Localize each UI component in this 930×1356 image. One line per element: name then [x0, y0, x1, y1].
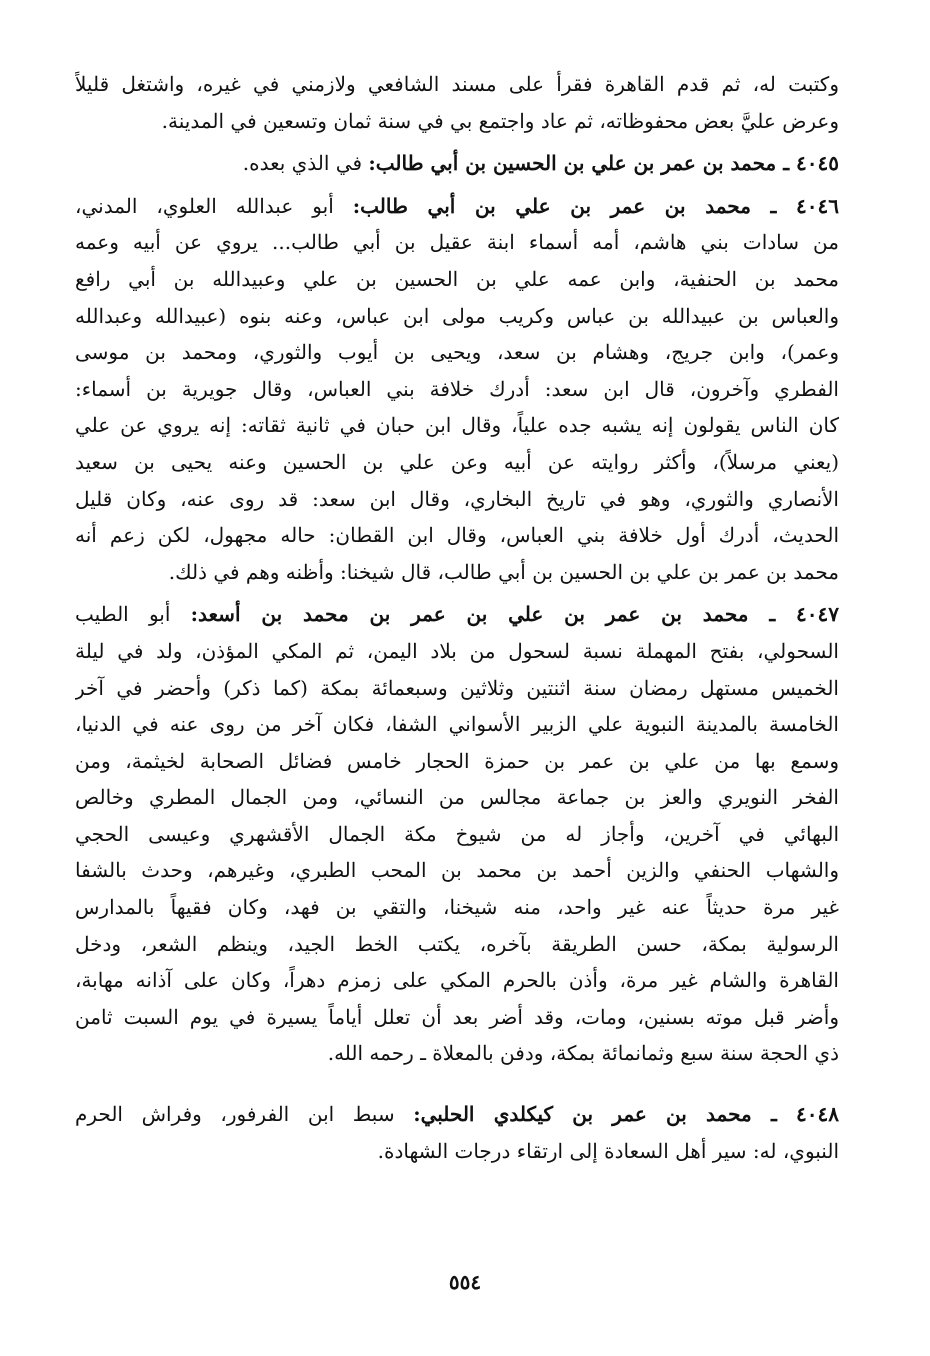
entry-line: القاهرة والشام غير مرة، وأذن بالحرم المكي على زمزم دهراً، وكان على آذانه مهابة،: [75, 968, 839, 993]
entry-text: أبو عبدالله العلوي، المدني،: [75, 193, 353, 218]
entry-line: من سادات بني هاشم، أمه أسماء ابنة عقيل بن أبي طالب... يروي عن أبيه وعمه: [75, 230, 839, 255]
entry-line: غير مرة حديثاً عنه غير واحد، منه شيخنا، والتقي بن فهد، وكان فقيهاً بالمدارس: [75, 895, 839, 920]
intro-line: وكتبت له، ثم قدم القاهرة فقرأ على مسند الشافعي ولازمني في غيره، واشتغل قليلاً: [75, 72, 839, 96]
entry-first-line: [75, 1096, 839, 1133]
entry-line: الفطري وآخرون، قال ابن سعد: أدرك خلافة بني العباس، وقال جويرية بن أسماء:: [75, 376, 839, 401]
entry-line: الحديث، أدرك أول خلافة بني العباس، وقال ابن القطان: حاله مجهول، لكن زعم أنه: [75, 523, 839, 548]
entry-line: الفخر النويري والعز بن جماعة مجالس من النسائي، ومن الجمال المطري وخالص: [75, 785, 839, 810]
entry-line: وأضر قبل موته بسنين، ومات، وقد أضر بعد أن تعلل أياماً يسيرة في يوم السبت ثامن: [75, 1004, 839, 1029]
entry-heading: ٤٠٤٦ ـ محمد بن عمر بن علي بن أبي طالب:: [352, 193, 839, 218]
entry-line: البهائي في آخرين، وأجاز له من شيوخ مكة الجمال الأقشهري وعيسى الحجي: [75, 821, 839, 846]
entry-first-line: [75, 596, 839, 633]
entry-line: وعمر)، وابن جريج، وهشام بن سعد، ويحيى بن أيوب والثوري، ومحمد بن موسى: [75, 340, 839, 365]
entry-text: في الذي بعده.: [242, 151, 369, 176]
entry-line: محمد بن الحنفية، وابن عمه علي بن الحسين بن علي وعبيدالله بن أبي رافع: [75, 266, 839, 291]
entry-first-line: [75, 145, 839, 182]
entry-line: السحولي، بفتح المهملة نسبة لسحول من بلاد اليمن، ثم المكي المؤذن، ولد في ليلة: [75, 638, 839, 663]
entry-line: (يعني مرسلاً)، وأكثر روايته عن أبيه وعن علي بن الحسين وعنه يحيى بن سعيد: [75, 449, 839, 474]
entry-heading: ٤٠٤٨ ـ محمد بن عمر بن كيكلدي الحلبي:: [413, 1102, 839, 1127]
entry-4045: [75, 145, 839, 182]
entry-line: محمد بن عمر بن علي بن الحسين بن أبي طالب، قال شيخنا: وأظنه وهم في ذلك.: [168, 559, 839, 584]
entry-4047: [75, 596, 839, 1072]
page-body: [75, 66, 839, 1169]
intro-paragraph: [75, 66, 839, 139]
entry-line: الخامسة بالمدينة النبوية علي الزبير الأسواني الشفا، فكان آخر من روى عنه في الدنيا،: [75, 712, 839, 737]
entry-heading: ٤٠٤٥ ـ محمد بن عمر بن علي بن الحسين بن أبي طالب:: [368, 151, 839, 176]
entry-line: والشهاب الحنفي والزين أحمد بن محمد بن المحب الطبري، وغيرهم، وحدث بالشفا: [75, 858, 839, 883]
entry-line: والعباس بن عبيدالله بن عباس وكريب مولى ابن عباس، وعنه بنوه (عبيدالله وعبدالله: [75, 303, 839, 328]
entry-first-line: [75, 188, 839, 225]
entry-text: أبو الطيب: [75, 602, 191, 627]
entry-line: وسمع بها من علي بن عمر بن حمزة الحجار خامس فضائل الصحابة لخيثمة، ومن: [75, 748, 839, 773]
entry-line: كان الناس يقولون إنه يشبه جده علياً، وقال ابن حبان في ثانية ثقاته: إنه يروي عن علي: [75, 413, 839, 438]
page-number: ٥٥٤: [448, 1270, 482, 1294]
entry-4048: [75, 1096, 839, 1169]
entry-line: الأنصاري والثوري، وهو في تاريخ البخاري، وقال ابن سعد: قد روى عنه، وكان قليل: [75, 486, 839, 511]
entry-line: النبوي، له: سير أهل السعادة إلى ارتقاء درجات الشهادة.: [377, 1138, 839, 1163]
entry-line: الرسولية بمكة، حسن الطريقة بآخره، يكتب الخط الجيد، وينظم الشعر، ودخل: [75, 931, 839, 956]
entry-4046: [75, 188, 839, 591]
entry-heading: ٤٠٤٧ ـ محمد بن عمر بن علي بن عمر بن محمد بن أسعد:: [190, 602, 839, 627]
entry-line: ذي الحجة سنة سبع وثمانمائة بمكة، ودفن بالمعلاة ـ رحمه الله.: [327, 1041, 839, 1066]
intro-line: وعرض عليَّ بعض محفوظاته، ثم عاد واجتمع بي في سنة ثمان وتسعين في المدينة.: [161, 108, 839, 133]
entry-text: سبط ابن الفرفور، وفراش الحرم: [75, 1102, 414, 1127]
entry-line: الخميس مستهل رمضان سنة اثنتين وثلاثين وسبعمائة بمكة (كما ذكر) وأحضر في آخر: [75, 675, 839, 700]
